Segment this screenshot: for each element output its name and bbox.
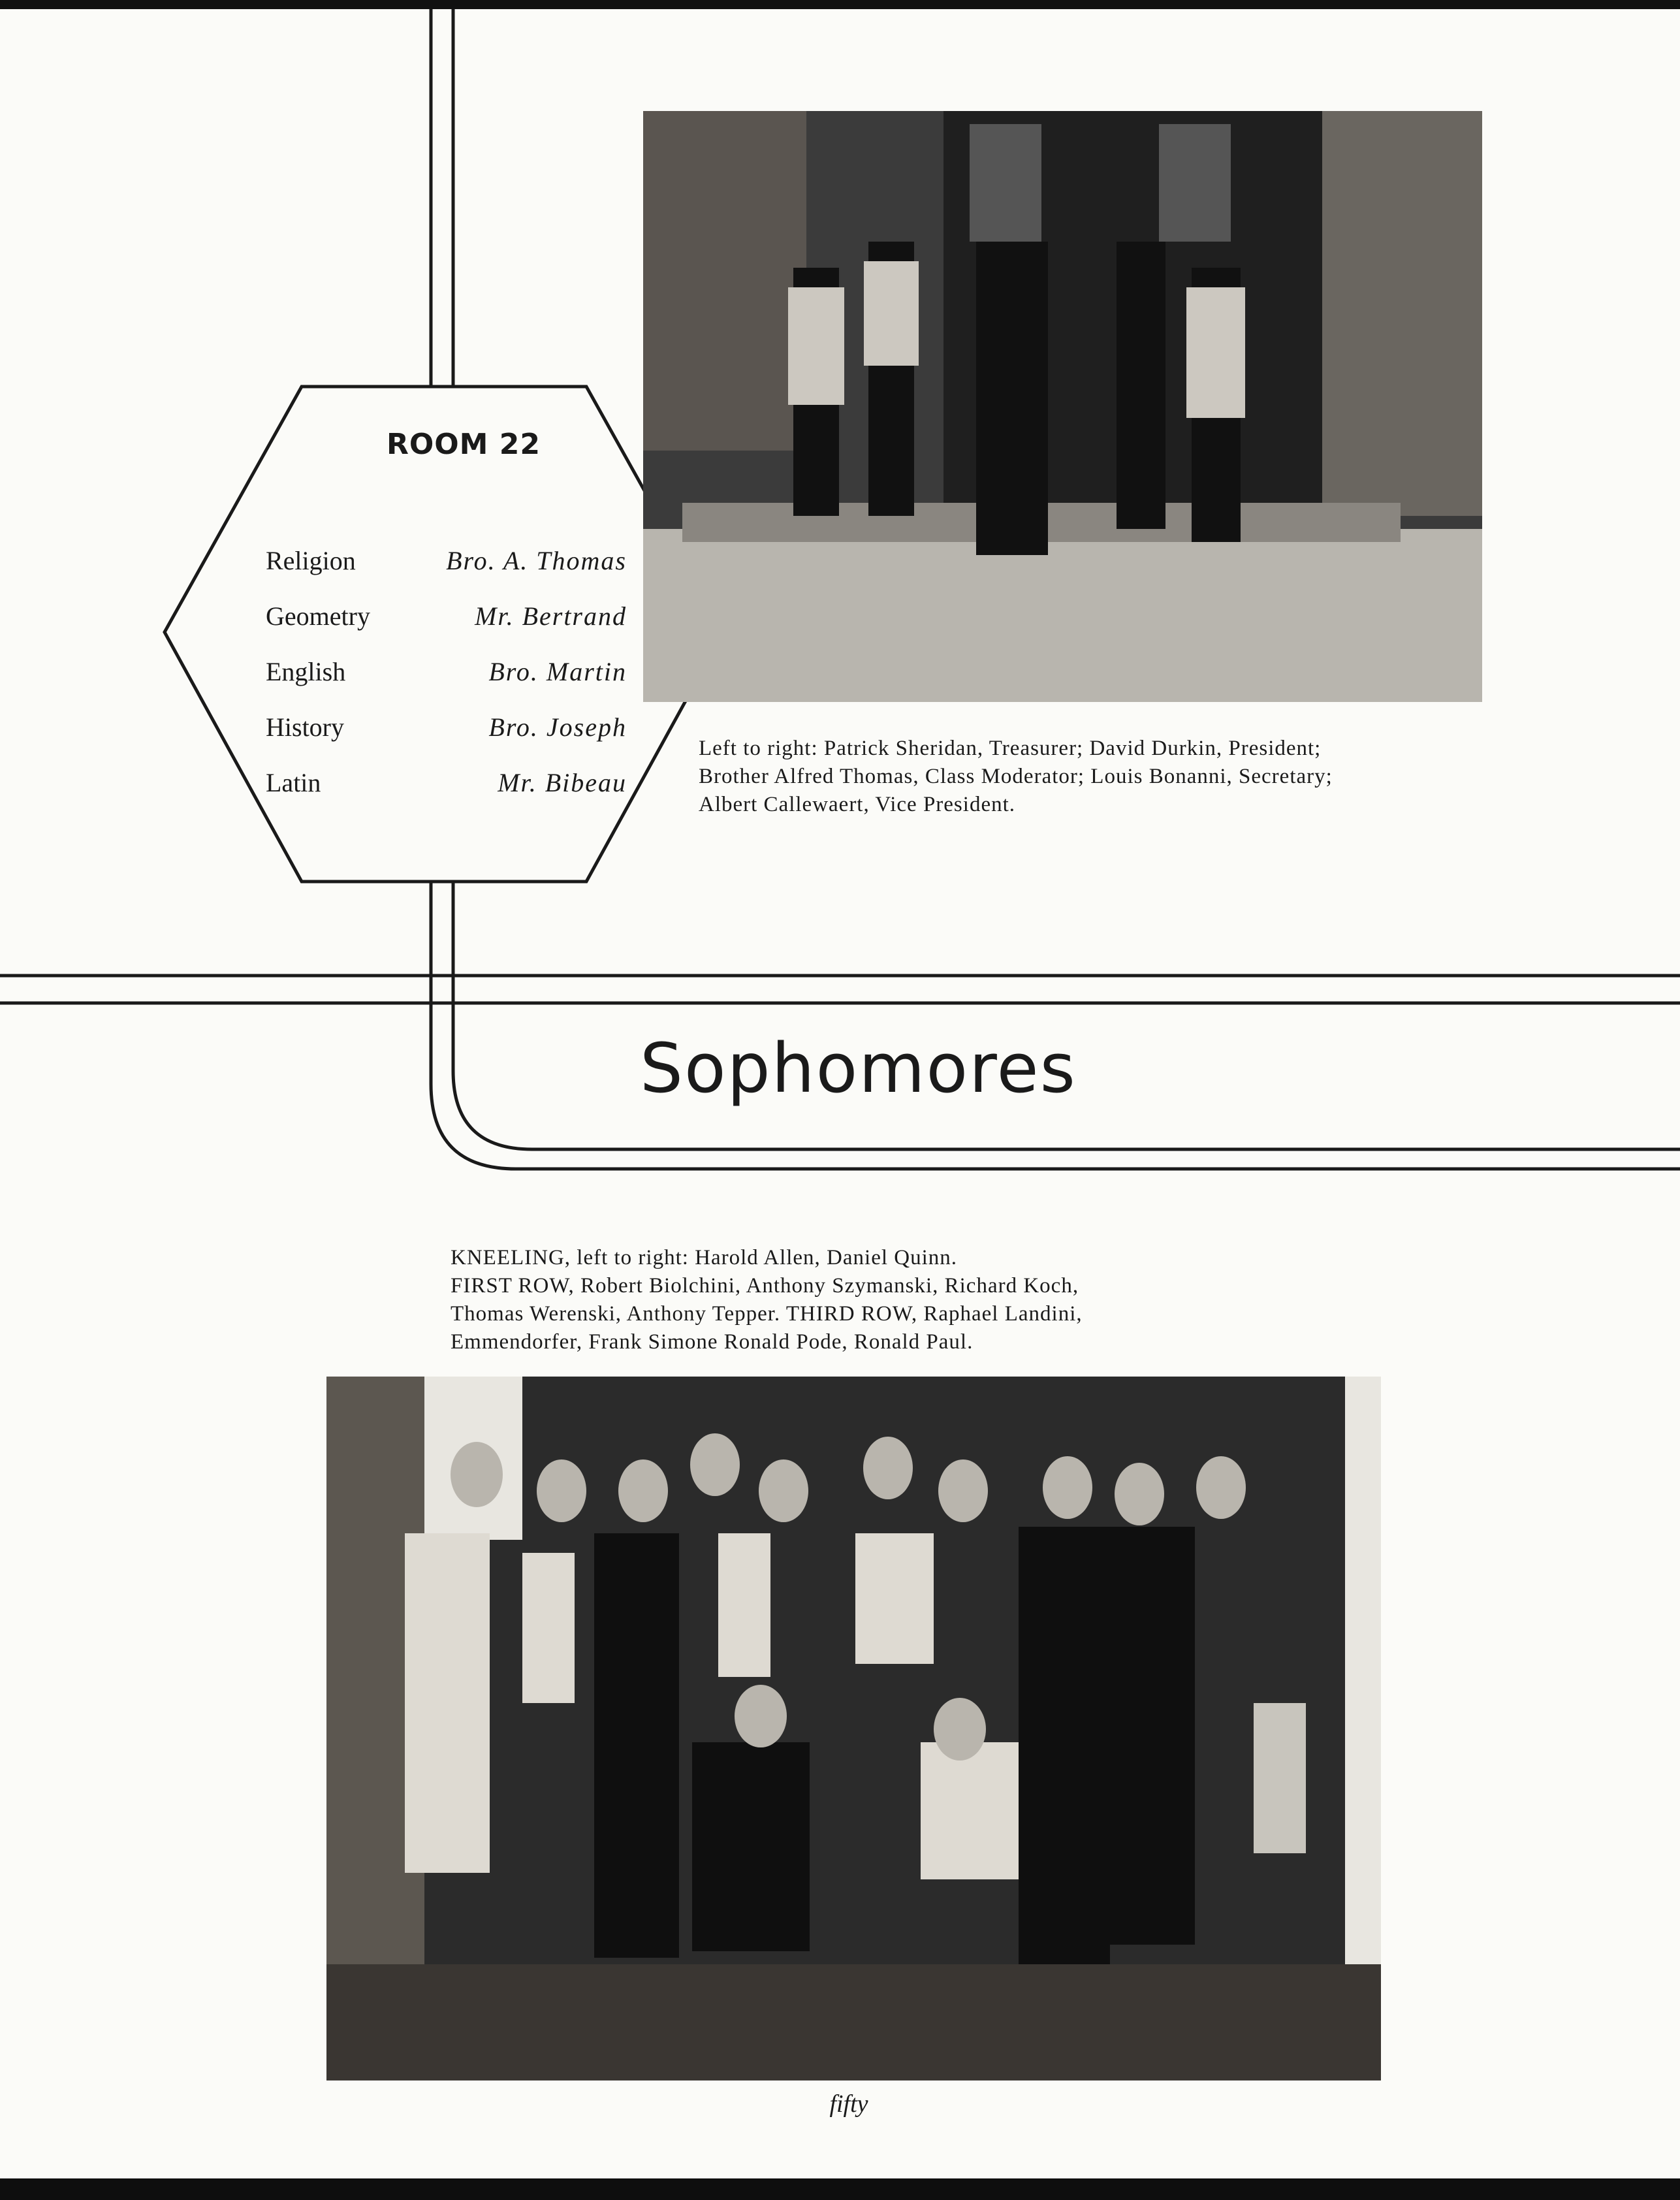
teacher-name: Bro. Joseph xyxy=(488,712,627,742)
caption-line: FIRST ROW, Robert Biolchini, Anthony Szymanski, Richard Koch, xyxy=(451,1274,1079,1298)
subject-label: Latin xyxy=(266,768,321,797)
caption-line: Left to right: Patrick Sheridan, Treasurer; David Durkin, President; xyxy=(699,737,1322,760)
teacher-name: Mr. Bibeau xyxy=(498,768,627,797)
caption-line: Thomas Werenski, Anthony Tepper. THIRD ROW, Raphael Landini, xyxy=(451,1302,1083,1326)
teacher-name: Bro. Martin xyxy=(488,657,627,686)
officers-photo xyxy=(643,111,1482,702)
officers-caption xyxy=(699,735,1333,819)
caption-line: Emmendorfer, Frank Simone Ronald Pode, Ronald Paul. xyxy=(451,1330,974,1354)
subject-label: Religion xyxy=(266,546,356,575)
subject-label: English xyxy=(266,657,346,686)
subject-label: History xyxy=(266,712,344,742)
teacher-name: Bro. A. Thomas xyxy=(446,546,627,575)
caption-line: KNEELING, left to right: Harold Allen, Daniel Quinn. xyxy=(451,1246,958,1269)
page-number: fifty xyxy=(829,2090,868,2118)
caption-line: Brother Alfred Thomas, Class Moderator; Louis Bonanni, Secretary; xyxy=(699,765,1333,788)
section-title: Sophomores xyxy=(640,1028,1077,1108)
subject-label: Geometry xyxy=(266,601,370,631)
room-title: ROOM 22 xyxy=(386,428,541,461)
teacher-name: Mr. Bertrand xyxy=(475,601,627,631)
class-caption xyxy=(451,1244,1083,1356)
caption-line: Albert Callewaert, Vice President. xyxy=(699,793,1016,816)
class-photo xyxy=(326,1377,1381,2080)
